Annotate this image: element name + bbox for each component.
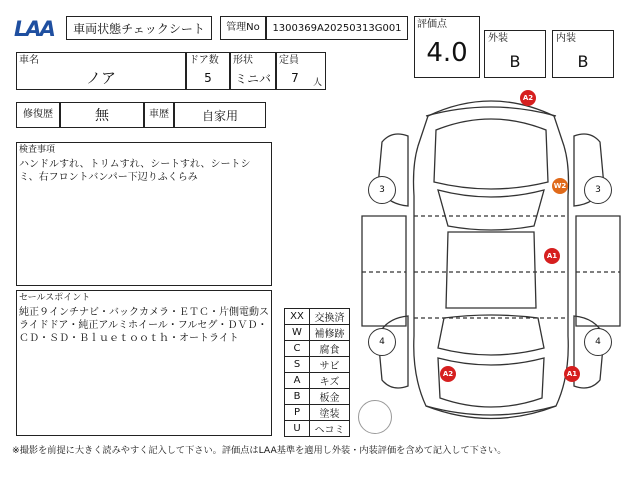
sales-points-box xyxy=(16,290,272,436)
inspection-notes-box xyxy=(16,142,272,286)
tire-front-left: 3 xyxy=(368,176,396,204)
damage-code-legend xyxy=(284,308,350,437)
capacity-label: 定員 xyxy=(279,55,299,66)
inspection-notes-text: ハンドルすれ、トリムすれ、シートすれ、シートシミ、右フロントバンパー下辺りふくらみ xyxy=(19,159,251,183)
capacity-unit: 人 xyxy=(313,78,323,88)
sales-points-label: セールスポイント xyxy=(19,293,91,303)
interior-label: 内装 xyxy=(556,33,576,44)
repair-history-value: 無 xyxy=(60,102,144,128)
legend-code: S xyxy=(285,357,310,373)
legend-row xyxy=(285,341,350,357)
body-type-box xyxy=(230,52,276,90)
exterior-label: 外装 xyxy=(488,33,508,44)
car-diagram xyxy=(356,86,626,436)
interior-box xyxy=(552,30,614,78)
door-count-label: ドア数 xyxy=(189,55,219,66)
sales-points-text: 純正９インチナビ・バックカメラ・ＥＴＣ・片側電動スライドドア・純正アルミホイール・フルセグ・ＤＶＤ・ＣＤ・ＳＤ・Ｂｌｕｅｔｏｏｔｈ・オートライト xyxy=(19,307,269,344)
legend-code: U xyxy=(285,421,310,437)
legend-row xyxy=(285,357,350,373)
score-value: 4.0 xyxy=(426,38,468,68)
door-count-box xyxy=(186,52,230,90)
car-name-label: 車名 xyxy=(19,55,39,66)
usage-history-value: 自家用 xyxy=(174,102,266,128)
legend-row xyxy=(285,309,350,325)
tire-front-right: 3 xyxy=(584,176,612,204)
exterior-box xyxy=(484,30,546,78)
score-label: 評価点 xyxy=(417,19,447,30)
legend-meaning: 板金 xyxy=(310,389,350,405)
car-name-value: ノア xyxy=(85,68,116,87)
interior-grade: B xyxy=(577,51,589,71)
exterior-grade: B xyxy=(509,51,521,71)
body-type-label: 形状 xyxy=(233,55,253,66)
legend-code: XX xyxy=(285,309,310,325)
legend-meaning: 補修跡 xyxy=(310,325,350,341)
legend-code: C xyxy=(285,341,310,357)
tire-rear-left: 4 xyxy=(368,328,396,356)
legend-meaning: 腐食 xyxy=(310,341,350,357)
legend-meaning: 交換済 xyxy=(310,309,350,325)
legend-row xyxy=(285,389,350,405)
door-count-value: 5 xyxy=(204,71,212,85)
legend-row xyxy=(285,325,350,341)
control-number-value: 1300369A20250313G001 xyxy=(266,16,408,40)
damage-mark-left-rear: A2 xyxy=(440,366,456,382)
legend-meaning: サビ xyxy=(310,357,350,373)
damage-mark-front-bumper: A2 xyxy=(520,90,536,106)
brand-logo-text: LAA xyxy=(14,17,54,40)
legend-meaning: ヘコミ xyxy=(310,421,350,437)
capacity-value: 7 xyxy=(291,71,299,85)
score-box xyxy=(414,16,480,78)
usage-history-label: 車歴 xyxy=(144,102,174,128)
car-name-box xyxy=(16,52,186,90)
legend-code: W xyxy=(285,325,310,341)
brand-logo xyxy=(14,16,64,40)
legend-code: A xyxy=(285,373,310,389)
legend-code: B xyxy=(285,389,310,405)
legend-code: P xyxy=(285,405,310,421)
capacity-box xyxy=(276,52,326,90)
control-number-label: 管理No xyxy=(220,16,266,40)
body-type-value: ミニバ xyxy=(234,71,271,86)
damage-mark-right-rear: A1 xyxy=(564,366,580,382)
document-title: 車両状態チェックシート xyxy=(66,16,212,40)
damage-mark-right-door: A1 xyxy=(544,248,560,264)
car-outline xyxy=(356,86,626,436)
legend-row xyxy=(285,373,350,389)
inspection-notes-label: 検査事項 xyxy=(19,145,56,155)
legend-meaning: 塗装 xyxy=(310,405,350,421)
footer-note: ※撮影を前提に大きく読みやすく記入して下さい。評価点はLAA基準を適用し外装・内装評価を含めて記入して下さい。 xyxy=(12,445,507,456)
tire-rear-right: 4 xyxy=(584,328,612,356)
legend-meaning: キズ xyxy=(310,373,350,389)
repair-history-label: 修復歴 xyxy=(16,102,60,128)
legend-row xyxy=(285,421,350,437)
damage-mark-right-front-fender: W2 xyxy=(552,178,568,194)
legend-row xyxy=(285,405,350,421)
